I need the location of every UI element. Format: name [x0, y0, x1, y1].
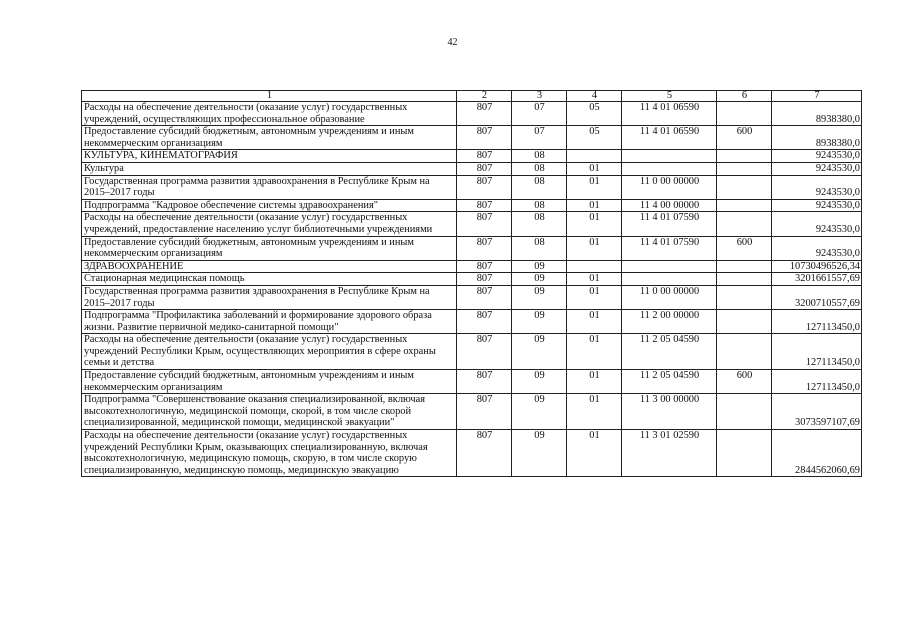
cell-expense-type [717, 162, 772, 175]
header-col-3: 3 [512, 91, 567, 102]
cell-name: Расходы на обеспечение деятельности (оказание услуг) государственных учреждений, осуществляющих профессиональное образование [82, 102, 457, 126]
cell-amount: 3073597107,69 [772, 394, 862, 430]
budget-table-body [82, 91, 862, 477]
table-row [82, 199, 862, 212]
header-col-5: 5 [622, 91, 717, 102]
table-row [82, 162, 862, 175]
header-col-1: 1 [82, 91, 457, 102]
cell-expense-type [717, 102, 772, 126]
cell-ministry-code: 807 [457, 285, 512, 309]
cell-target-article [622, 150, 717, 163]
cell-expense-type [717, 285, 772, 309]
cell-ministry-code: 807 [457, 212, 512, 236]
table-header-row [82, 91, 862, 102]
cell-section-code: 08 [512, 150, 567, 163]
cell-expense-type [717, 175, 772, 199]
cell-ministry-code: 807 [457, 394, 512, 430]
cell-section-code: 08 [512, 236, 567, 260]
cell-amount: 9243530,0 [772, 199, 862, 212]
cell-ministry-code: 807 [457, 126, 512, 150]
cell-expense-type [717, 212, 772, 236]
table-row [82, 310, 862, 334]
cell-subsection-code: 05 [567, 102, 622, 126]
cell-target-article: 11 2 05 04590 [622, 370, 717, 394]
cell-amount: 127113450,0 [772, 370, 862, 394]
cell-name: Стационарная медицинская помощь [82, 273, 457, 286]
cell-ministry-code: 807 [457, 236, 512, 260]
cell-section-code: 07 [512, 102, 567, 126]
cell-subsection-code: 01 [567, 334, 622, 370]
cell-amount: 8938380,0 [772, 102, 862, 126]
table-row [82, 334, 862, 370]
cell-subsection-code: 01 [567, 370, 622, 394]
cell-ministry-code: 807 [457, 150, 512, 163]
cell-section-code: 09 [512, 273, 567, 286]
cell-ministry-code: 807 [457, 370, 512, 394]
cell-subsection-code: 01 [567, 285, 622, 309]
cell-expense-type: 600 [717, 236, 772, 260]
cell-name: Культура [82, 162, 457, 175]
cell-target-article [622, 162, 717, 175]
cell-name: Расходы на обеспечение деятельности (оказание услуг) государственных учреждений Республики Крым, осуществляющих мероприятия в сфере охраны семьи и детства [82, 334, 457, 370]
header-col-7: 7 [772, 91, 862, 102]
cell-ministry-code: 807 [457, 334, 512, 370]
cell-target-article: 11 4 01 06590 [622, 102, 717, 126]
table-row [82, 150, 862, 163]
cell-ministry-code: 807 [457, 273, 512, 286]
cell-target-article: 11 4 00 00000 [622, 199, 717, 212]
table-row [82, 126, 862, 150]
table-row [82, 430, 862, 477]
cell-name: Предоставление субсидий бюджетным, автономным учреждениям и иным некоммерческим организациям [82, 370, 457, 394]
table-row [82, 212, 862, 236]
cell-ministry-code: 807 [457, 260, 512, 273]
cell-target-article: 11 2 05 04590 [622, 334, 717, 370]
table-row [82, 370, 862, 394]
cell-expense-type [717, 430, 772, 477]
cell-amount: 3200710557,69 [772, 285, 862, 309]
cell-expense-type [717, 199, 772, 212]
cell-name: Предоставление субсидий бюджетным, автономным учреждениям и иным некоммерческим организациям [82, 126, 457, 150]
cell-name: КУЛЬТУРА, КИНЕМАТОГРАФИЯ [82, 150, 457, 163]
cell-ministry-code: 807 [457, 175, 512, 199]
cell-expense-type [717, 150, 772, 163]
cell-name: ЗДРАВООХРАНЕНИЕ [82, 260, 457, 273]
cell-subsection-code: 01 [567, 430, 622, 477]
cell-amount: 127113450,0 [772, 334, 862, 370]
table-row [82, 102, 862, 126]
cell-ministry-code: 807 [457, 310, 512, 334]
cell-amount: 9243530,0 [772, 175, 862, 199]
cell-section-code: 09 [512, 430, 567, 477]
cell-subsection-code: 05 [567, 126, 622, 150]
cell-expense-type [717, 260, 772, 273]
table-row [82, 175, 862, 199]
cell-amount: 2844562060,69 [772, 430, 862, 477]
cell-section-code: 09 [512, 334, 567, 370]
cell-expense-type [717, 310, 772, 334]
cell-subsection-code: 01 [567, 394, 622, 430]
cell-section-code: 09 [512, 260, 567, 273]
cell-name: Расходы на обеспечение деятельности (оказание услуг) государственных учреждений, предоставление населению услуг библиотечными учреждениями [82, 212, 457, 236]
cell-name: Расходы на обеспечение деятельности (оказание услуг) государственных учреждений Республики Крым, оказывающих специализированную, включая высокотехнологичную, медицинскую помощь, скорую, в том числе скорую специализированную, медицинскую помощь, медицинскую эвакуацию [82, 430, 457, 477]
cell-ministry-code: 807 [457, 102, 512, 126]
cell-amount: 9243530,0 [772, 212, 862, 236]
cell-target-article [622, 260, 717, 273]
header-col-6: 6 [717, 91, 772, 102]
cell-target-article: 11 3 00 00000 [622, 394, 717, 430]
cell-target-article: 11 0 00 00000 [622, 175, 717, 199]
cell-target-article: 11 4 01 07590 [622, 236, 717, 260]
cell-target-article: 11 2 00 00000 [622, 310, 717, 334]
cell-subsection-code: 01 [567, 212, 622, 236]
cell-subsection-code [567, 260, 622, 273]
cell-subsection-code: 01 [567, 310, 622, 334]
cell-target-article: 11 4 01 06590 [622, 126, 717, 150]
cell-amount: 9243530,0 [772, 150, 862, 163]
cell-ministry-code: 807 [457, 199, 512, 212]
cell-section-code: 07 [512, 126, 567, 150]
cell-target-article: 11 0 00 00000 [622, 285, 717, 309]
cell-name: Государственная программа развития здравоохранения в Республике Крым на 2015–2017 годы [82, 175, 457, 199]
cell-ministry-code: 807 [457, 430, 512, 477]
cell-name: Предоставление субсидий бюджетным, автономным учреждениям и иным некоммерческим организациям [82, 236, 457, 260]
cell-expense-type [717, 334, 772, 370]
table-row [82, 273, 862, 286]
cell-name: Подпрограмма "Профилактика заболеваний и формирование здорового образа жизни. Развитие первичной медико-санитарной помощи" [82, 310, 457, 334]
cell-amount: 3201661557,69 [772, 273, 862, 286]
cell-section-code: 08 [512, 212, 567, 236]
cell-name: Подпрограмма "Кадровое обеспечение системы здравоохранения" [82, 199, 457, 212]
cell-section-code: 09 [512, 370, 567, 394]
cell-section-code: 09 [512, 285, 567, 309]
cell-target-article: 11 3 01 02590 [622, 430, 717, 477]
cell-amount: 127113450,0 [772, 310, 862, 334]
header-col-2: 2 [457, 91, 512, 102]
cell-expense-type [717, 394, 772, 430]
cell-name: Подпрограмма "Совершенствование оказания специализированной, включая высокотехнологичную, медицинской помощи, скорой, в том числе скорой специализированной, медицинской помощи, медицинской эвакуации" [82, 394, 457, 430]
cell-subsection-code [567, 150, 622, 163]
cell-section-code: 09 [512, 394, 567, 430]
cell-section-code: 08 [512, 199, 567, 212]
cell-section-code: 08 [512, 162, 567, 175]
cell-ministry-code: 807 [457, 162, 512, 175]
page-number: 42 [447, 37, 458, 48]
cell-amount: 9243530,0 [772, 236, 862, 260]
table-row [82, 394, 862, 430]
header-col-4: 4 [567, 91, 622, 102]
cell-expense-type: 600 [717, 126, 772, 150]
table-row [82, 236, 862, 260]
table-row [82, 260, 862, 273]
cell-subsection-code: 01 [567, 162, 622, 175]
cell-subsection-code: 01 [567, 273, 622, 286]
cell-name: Государственная программа развития здравоохранения в Республике Крым на 2015–2017 годы [82, 285, 457, 309]
cell-expense-type: 600 [717, 370, 772, 394]
table-row [82, 285, 862, 309]
cell-expense-type [717, 273, 772, 286]
cell-section-code: 09 [512, 310, 567, 334]
cell-amount: 8938380,0 [772, 126, 862, 150]
budget-table [81, 90, 862, 477]
cell-amount: 10730496526,34 [772, 260, 862, 273]
cell-section-code: 08 [512, 175, 567, 199]
cell-subsection-code: 01 [567, 199, 622, 212]
cell-target-article: 11 4 01 07590 [622, 212, 717, 236]
cell-subsection-code: 01 [567, 236, 622, 260]
cell-amount: 9243530,0 [772, 162, 862, 175]
cell-subsection-code: 01 [567, 175, 622, 199]
cell-target-article [622, 273, 717, 286]
